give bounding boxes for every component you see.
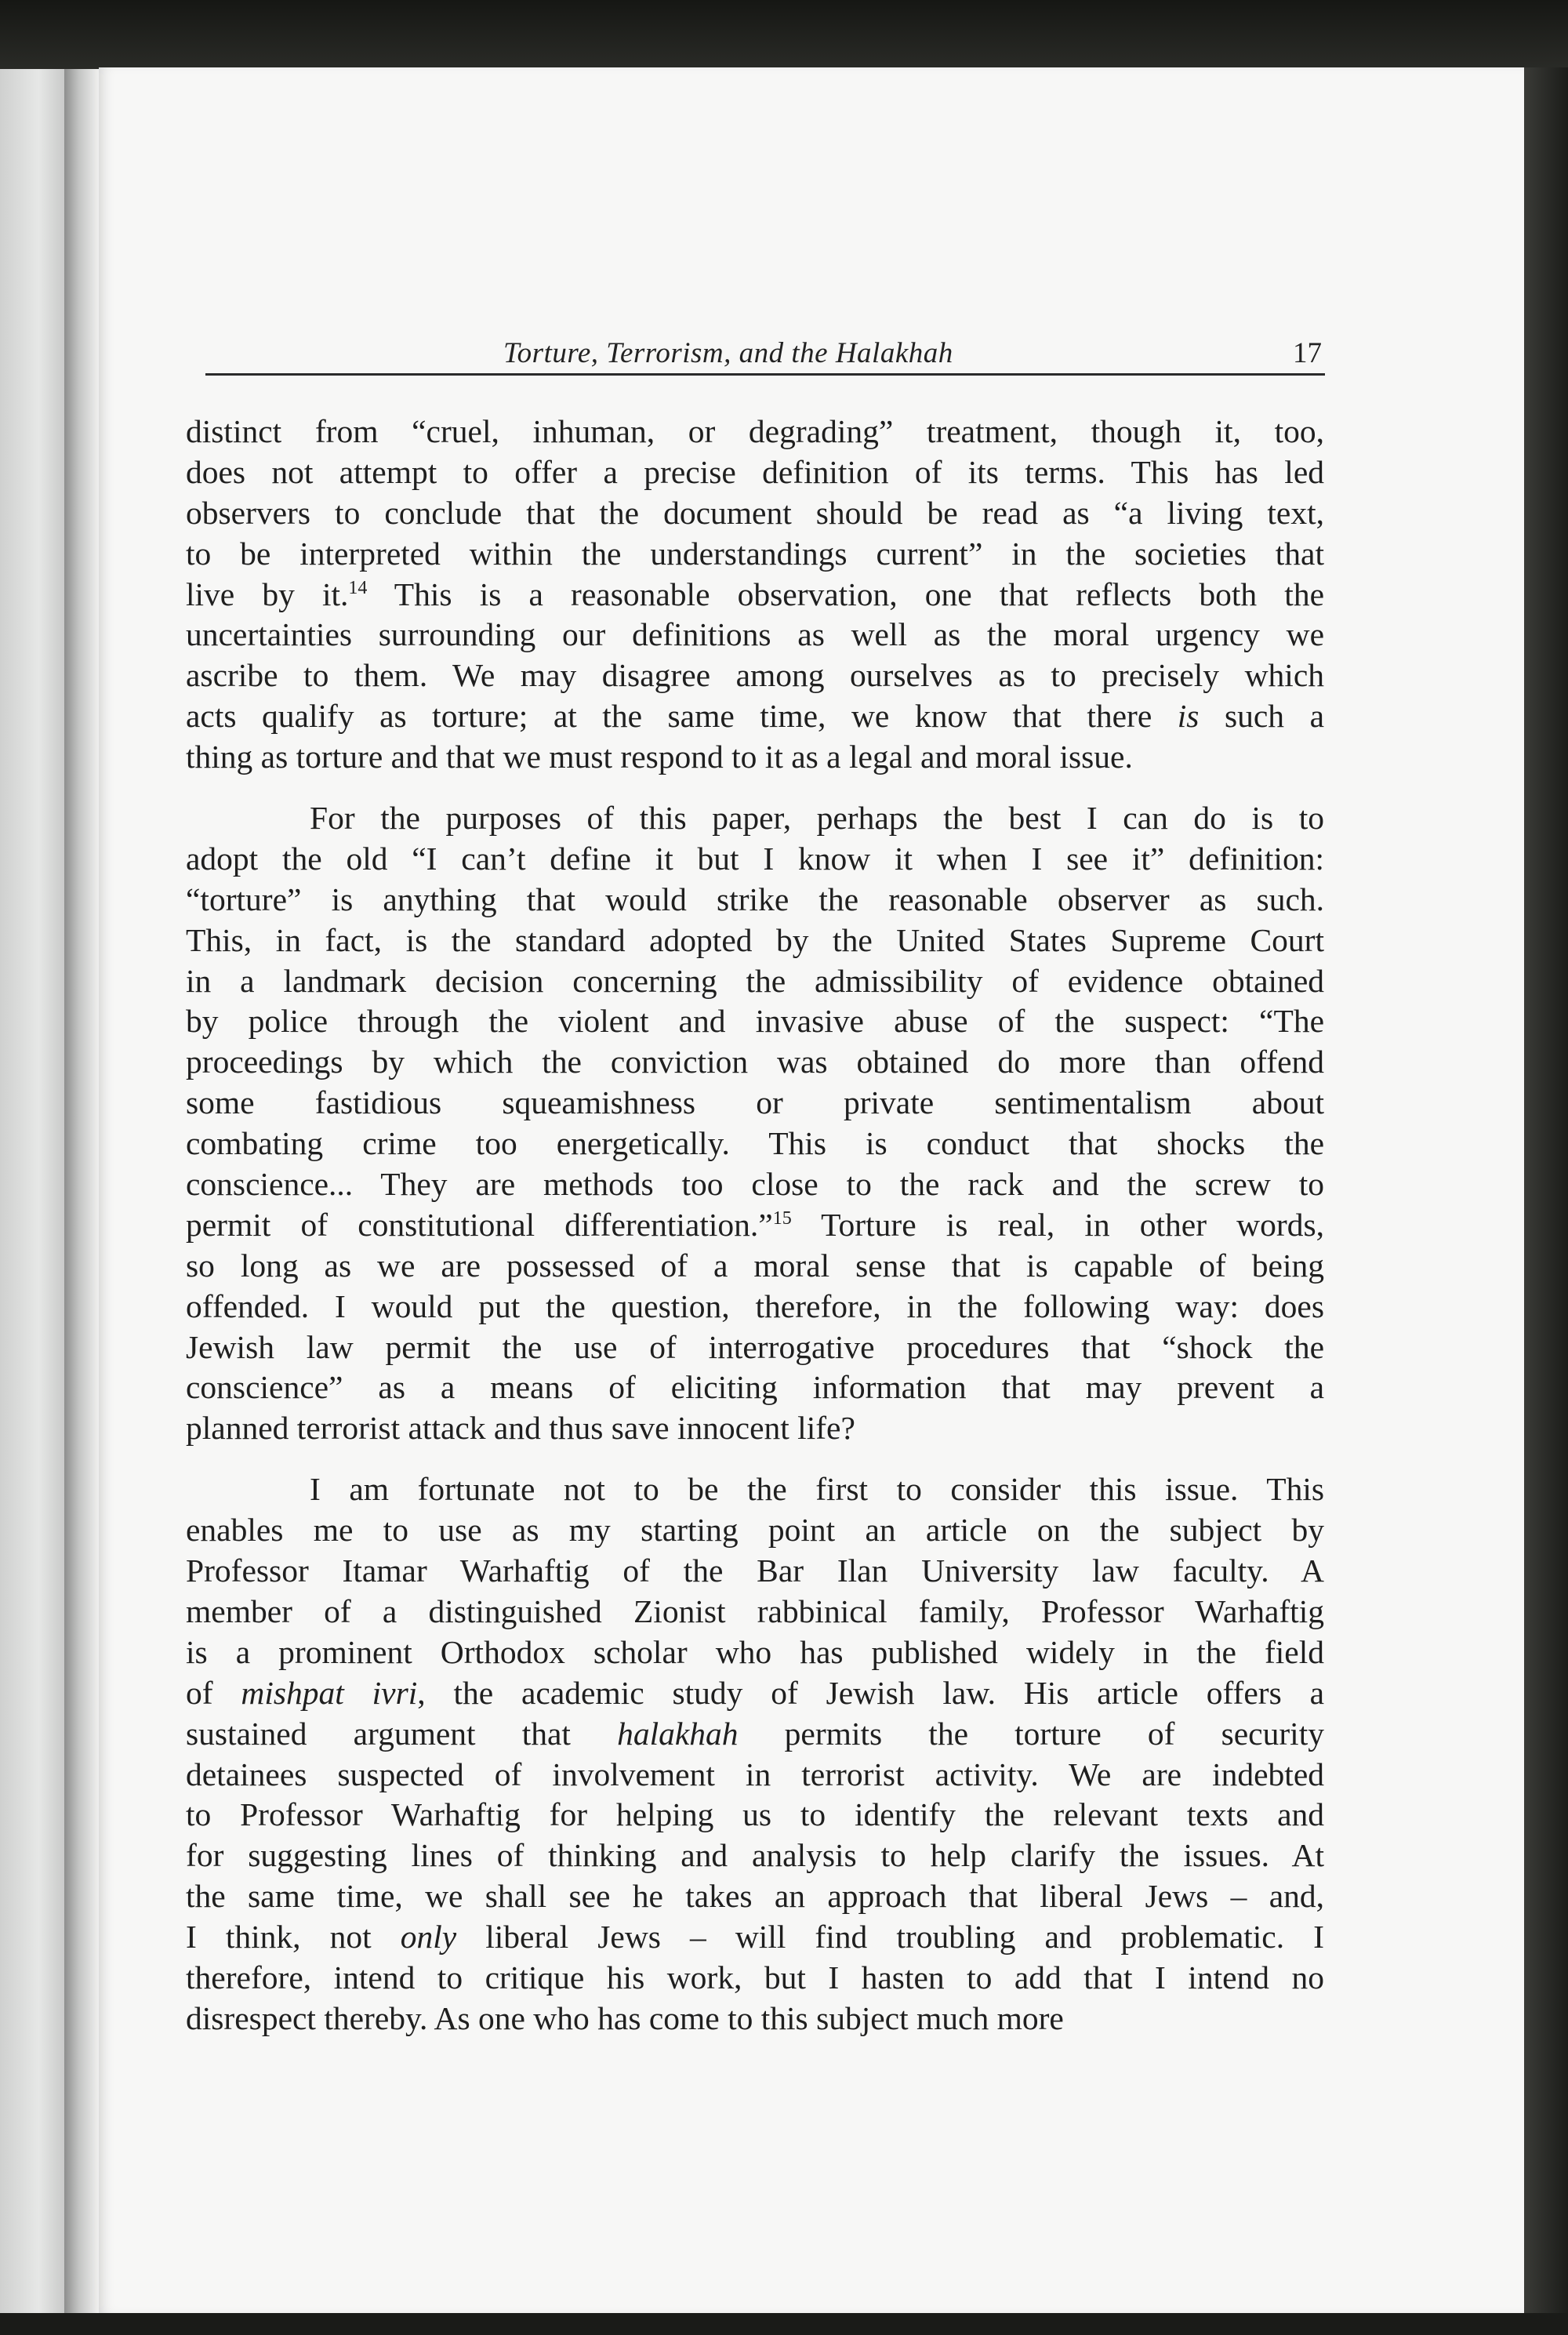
text-line: Professor Itamar Warhaftig of the Bar Ilan University law faculty. A bbox=[186, 1552, 1324, 1589]
text-line: in a landmark decision concerning the admissibility of evidence obtained bbox=[186, 962, 1324, 999]
text-line: detainees suspected of involvement in terrorist activity. We are indebted bbox=[186, 1756, 1324, 1792]
text-line: is a prominent Orthodox scholar who has published widely in the field bbox=[186, 1633, 1324, 1670]
text-line: the same time, we shall see he takes an approach that liberal Jews – and, bbox=[186, 1878, 1324, 1915]
scan-background-top bbox=[0, 0, 1568, 71]
text-line: conscience... They are methods too close to the rack and the screw to bbox=[186, 1166, 1324, 1203]
line-segment: live by it. bbox=[186, 576, 349, 612]
line-segment: This is a reasonable observation, one that reflects both the bbox=[367, 576, 1324, 612]
italic-term: halakhah bbox=[617, 1715, 739, 1752]
footnote-marker: 14 bbox=[348, 577, 368, 598]
running-header bbox=[205, 332, 1325, 376]
text-line bbox=[186, 696, 1324, 737]
text-line: disrespect thereby. As one who has come to this subject much more bbox=[186, 1999, 1064, 2036]
text-line: thing as torture and that we must respond to it as a legal and moral issue. bbox=[186, 739, 1133, 775]
line-segment: I think, not bbox=[186, 1919, 401, 1956]
text-line bbox=[186, 1673, 1324, 1714]
text-line bbox=[186, 1205, 1324, 1246]
text-line bbox=[186, 1917, 1324, 1958]
paragraph bbox=[186, 412, 1324, 778]
paragraph bbox=[186, 798, 1324, 1449]
text-line: does not attempt to offer a precise definition of its terms. This has led bbox=[186, 453, 1324, 490]
text-line: member of a distinguished Zionist rabbinical family, Professor Warhaftig bbox=[186, 1592, 1324, 1629]
text-line bbox=[186, 1714, 1324, 1755]
page-number: 17 bbox=[1293, 337, 1322, 369]
text-line: distinct from “cruel, inhuman, or degrading” treatment, though it, too, bbox=[186, 413, 1324, 449]
paragraph-gap bbox=[186, 778, 1324, 798]
text-line: so long as we are possessed of a moral sense that is capable of being bbox=[186, 1247, 1324, 1284]
text-line: ascribe to them. We may disagree among ourselves as to precisely which bbox=[186, 657, 1324, 694]
text-line: “torture” is anything that would strike the reasonable observer as such. bbox=[186, 881, 1324, 917]
line-segment: acts qualify as torture; at the same time, we know that there bbox=[186, 698, 1178, 735]
text-line: enables me to use as my starting point an article on the subject by bbox=[186, 1512, 1324, 1549]
italic-term: only bbox=[400, 1919, 457, 1956]
line-segment: permits the torture of security bbox=[738, 1715, 1324, 1752]
line-segment: , the academic study of Jewish law. His article offers a bbox=[417, 1674, 1325, 1711]
text-line: For the purposes of this paper, perhaps the best I can do is to bbox=[310, 800, 1324, 837]
italic-term: is bbox=[1177, 698, 1200, 735]
text-line: conscience” as a means of eliciting information that may prevent a bbox=[186, 1369, 1324, 1406]
line-segment: permit of constitutional differentiation.” bbox=[186, 1206, 773, 1243]
text-line: adopt the old “I can’t define it but I know it when I see it” definition: bbox=[186, 840, 1324, 877]
scan-background-right bbox=[1524, 67, 1568, 2313]
text-line: offended. I would put the question, therefore, in the following way: does bbox=[186, 1287, 1324, 1324]
line-segment: sustained argument that bbox=[186, 1715, 618, 1752]
text-line: uncertainties surrounding our definitions as well as the moral urgency we bbox=[186, 616, 1324, 653]
text-line: by police through the violent and invasive abuse of the suspect: “The bbox=[186, 1003, 1324, 1040]
text-line: proceedings by which the conviction was obtained do more than offend bbox=[186, 1044, 1324, 1080]
text-line: for suggesting lines of thinking and analysis to help clarify the issues. At bbox=[186, 1837, 1324, 1874]
text-line: Jewish law permit the use of interrogative procedures that “shock the bbox=[186, 1328, 1324, 1365]
line-segment: Torture is real, in other words, bbox=[791, 1206, 1324, 1243]
text-line: planned terrorist attack and thus save innocent life? bbox=[186, 1410, 855, 1447]
text-line: some fastidious squeamishness or private sentimentalism about bbox=[186, 1084, 1324, 1121]
italic-term: mishpat ivri bbox=[241, 1674, 418, 1711]
text-line: This, in fact, is the standard adopted by the United States Supreme Court bbox=[186, 921, 1324, 958]
text-line: to be interpreted within the understandings current” in the societies that bbox=[186, 535, 1324, 572]
line-segment: such a bbox=[1199, 698, 1324, 735]
footnote-marker: 15 bbox=[772, 1207, 792, 1229]
running-title: Torture, Terrorism, and the Halakhah bbox=[503, 337, 953, 369]
text-line: combating crime too energetically. This is conduct that shocks the bbox=[186, 1125, 1324, 1162]
paragraph-gap bbox=[186, 1449, 1324, 1469]
paragraph bbox=[186, 1469, 1324, 2039]
line-segment: of bbox=[186, 1674, 241, 1711]
text-line bbox=[186, 575, 1324, 616]
text-line: observers to conclude that the document should be read as “a living text, bbox=[186, 494, 1324, 531]
text-line: I am fortunate not to be the first to consider this issue. This bbox=[310, 1471, 1324, 1508]
text-line: to Professor Warhaftig for helping us to identify the relevant texts and bbox=[186, 1796, 1324, 1833]
line-segment: liberal Jews – will find troubling and problematic. I bbox=[456, 1919, 1324, 1956]
text-line: therefore, intend to critique his work, but I hasten to add that I intend no bbox=[186, 1959, 1324, 1995]
scan-background-bottom bbox=[0, 2313, 1568, 2335]
facing-page-edge bbox=[0, 69, 64, 2313]
book-gutter bbox=[64, 69, 100, 2313]
body-text bbox=[186, 412, 1324, 2039]
